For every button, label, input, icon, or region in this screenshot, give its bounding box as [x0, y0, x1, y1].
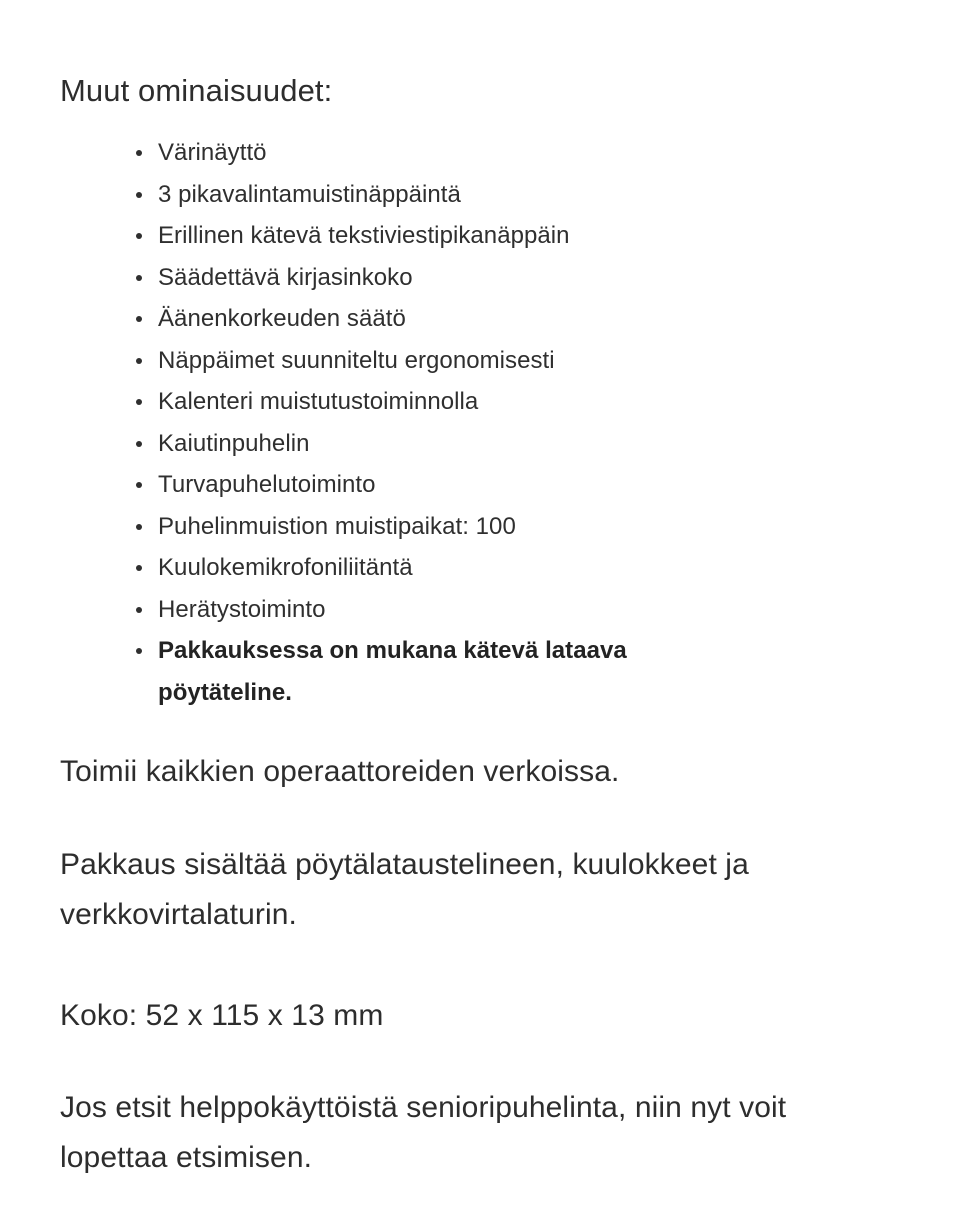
feature-list [136, 132, 896, 713]
feature-list-item: Herätystoiminto [136, 589, 896, 631]
feature-list-item: Näppäimet suunniteltu ergonomisesti [136, 340, 896, 382]
paragraph-networks: Toimii kaikkien operaattoreiden verkoissa. [60, 755, 620, 788]
feature-list-item: Säädettävä kirjasinkoko [136, 257, 896, 299]
page-title: Muut ominaisuudet: [60, 72, 333, 108]
feature-list-item: Erillinen kätevä tekstiviestipikanäppäin [136, 215, 896, 257]
feature-list-item: Kaiutinpuhelin [136, 423, 896, 465]
feature-list-item: Turvapuhelutoiminto [136, 464, 896, 506]
feature-list-item: Värinäyttö [136, 132, 896, 174]
paragraph-dimensions: Koko: 52 x 115 x 13 mm [60, 999, 384, 1032]
feature-list-item: Puhelinmuistion muistipaikat: 100 [136, 506, 896, 548]
feature-list-item: Kalenteri muistutustoiminnolla [136, 381, 896, 423]
feature-list-item: Pakkauksessa on mukana kätevä lataava pöytäteline. [136, 630, 758, 713]
paragraph-package-contents: Pakkaus sisältää pöytälataustelineen, kuulokkeet ja verkkovirtalaturin. [60, 848, 749, 931]
paragraph-closing: Jos etsit helppokäyttöistä senioripuhelinta, niin nyt voit lopettaa etsimisen. [60, 1091, 787, 1174]
feature-list-item: Äänenkorkeuden säätö [136, 298, 896, 340]
feature-list-item: Kuulokemikrofoniliitäntä [136, 547, 896, 589]
feature-list-item: 3 pikavalintamuistinäppäintä [136, 174, 896, 216]
